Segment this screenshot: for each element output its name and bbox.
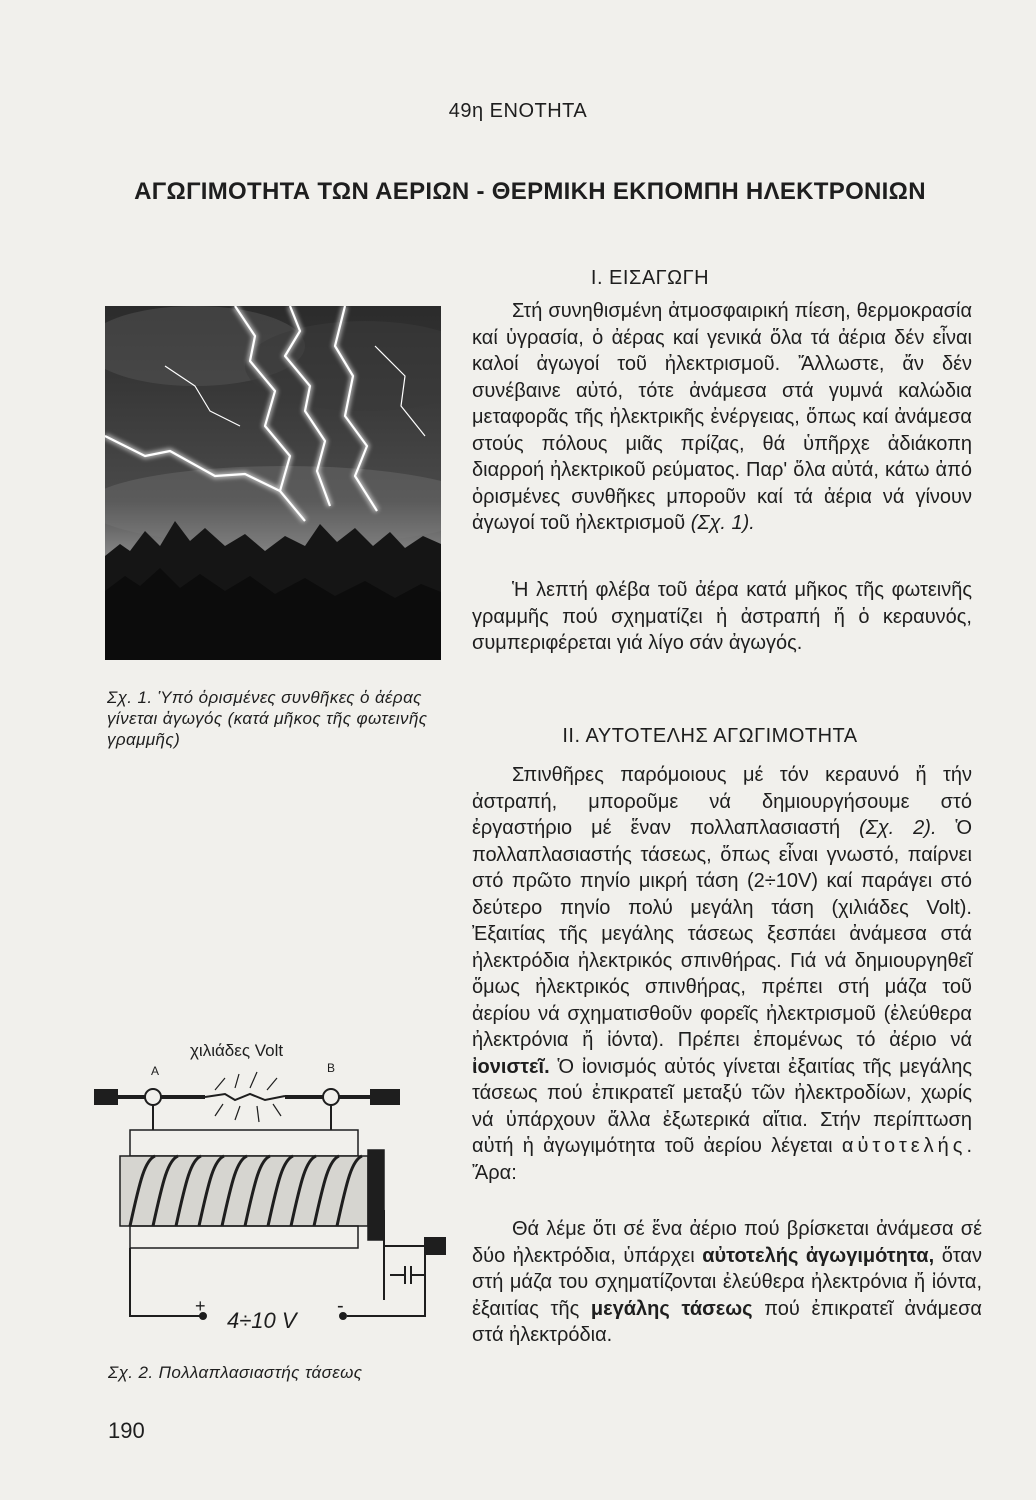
paragraph-text: πού ἐπικρατεῖ ἀνάμεσα στά ἠλεκτρόδια. (472, 1297, 982, 1346)
chapter-title: ΑΓΩΓΙΜΟΤΗΤΑ ΤΩΝ ΑΕΡΙΩΝ - ΘΕΡΜΙΚΗ ΕΚΠΟΜΠΗ ΗΛΕΚΤΡΟΝΙΩΝ (134, 178, 926, 205)
input-voltage-label: 4÷10 V (227, 1308, 297, 1333)
spaced-term: αὐτοτελής (841, 1135, 967, 1157)
paragraph-text: Σπινθῆρες παρόμοιους μέ τόν κεραυνό ἤ τήν ἀστραπή, μποροῦμε νά δημιουργήσουμε στό ἐργαστήριο μέ ἕναν πολλαπλασιαστή (472, 764, 972, 839)
section1-paragraph1 (472, 298, 972, 537)
emphasized-term: μεγάλης τάσεως (590, 1297, 753, 1320)
paragraph-text: ὅταν στή μάζα του σχηματίζονται ἐλεύθερα ἠλεκτρόνια ἤ ἰόντα, ἐξαιτίας τῆς (472, 1244, 982, 1320)
emphasized-term: αὐτοτελής ἀγωγιμότητα, (702, 1244, 935, 1267)
page-number: 190 (108, 1418, 145, 1443)
paragraph-text: Στή συνηθισμένη ἀτμοσφαιρική πίεση, θερμοκρασία καί ὑγρασία, ὁ ἀέρας καί γενικά ὅλα τά ἀέρια δέν εἶναι καλοί ἀγωγοί τοῦ ἠλεκτρισμοῦ. Ἄλλωστε, ἄν δέν συνέβαινε αὐτό, τότε ἀνάμεσα στά γυμνά καλώδια μεταφορᾶς τῆς ἠλεκτρικῆς ἐνέργειας, ὅπως καί ἀνάμεσα στούς πόλους μιᾶς πρίζας, θά ὑπῆρχε ἀδιάκοπη διαρροή ἠλεκτρικοῦ ρεύματος. Παρ' ὅλα αὐτά, κάτω ἀπό ὁρισμένες συνθῆκες μποροῦν καί τά ἀέρια νά γίνουν ἀγωγοί τοῦ ἠλεκτρισμοῦ (472, 300, 972, 534)
electrode-a-label: A (151, 1064, 160, 1078)
figure2-caption: Σχ. 2. Πολλαπλασιαστής τάσεως (108, 1363, 363, 1382)
paragraph-text: . Ἄρα: (472, 1135, 972, 1184)
lightning-photo (105, 306, 441, 660)
electrode-b-label: B (327, 1061, 336, 1075)
plus-terminal-label: + (195, 1296, 206, 1316)
section2-paragraph1 (472, 762, 972, 1186)
minus-terminal-label: - (337, 1295, 344, 1317)
induction-coil (120, 1130, 384, 1248)
section1-heading: Ι. ΕΙΣΑΓΩΓΗ (590, 267, 710, 289)
interrupter (384, 1210, 445, 1300)
voltage-multiplier-diagram (85, 1030, 465, 1350)
thousands-volt-label: χιλιάδες Volt (190, 1041, 284, 1060)
unit-label: 49η ΕΝΟΤΗΤΑ (448, 100, 588, 122)
emphasized-term: ἰονιστεῖ. (472, 1055, 550, 1078)
section2-heading: ΙΙ. ΑΥΤΟΤΕΛΗΣ ΑΓΩΓΙΜΟΤΗΤΑ (562, 725, 858, 747)
spark (205, 1072, 285, 1122)
paragraph-text: Θά λέμε ὅτι σέ ἕνα ἀέριο πού βρίσκεται ἀνάμεσα σέ δύο ἠλεκτρόδια, ὑπάρχει (472, 1218, 982, 1267)
figure1-caption: Σχ. 1. Ὑπό ὁρισμένες συνθῆκες ὁ ἀέρας γίνεται ἀγωγός (κατά μῆκος τῆς φωτεινῆς γραμμῆς) (107, 688, 428, 749)
section2-definition (472, 1216, 982, 1349)
section1-paragraph2: Ἡ λεπτή φλέβα τοῦ ἀέρα κατά μῆκος τῆς φωτεινῆς γραμμῆς πού σχηματίζει ἡ ἀστραπή ἤ ὁ κεραυνός, συμπεριφέρεται γιά λίγο σάν ἀγωγός. (472, 579, 972, 654)
paragraph-text: Ὁ ἰονισμός αὐτός γίνεται ἐξαιτίας τῆς μεγάλης τάσεως πού ἐπικρατεῖ μεταξύ τῶν ἠλεκτροδίων, χωρίς νά ὑπάρχουν ἄλλα ἐξωτερικά αἴτια. Στήν περίπτωση αὐτή ἡ ἀγωγιμότητα τοῦ ἀερίου λέγεται (472, 1055, 973, 1157)
paragraph-text: Ὁ πολλαπλασιαστής τάσεως, ὅπως εἶναι γνωστό, παίρνει στό πρῶτο πηνίο μικρή τάση (2÷10V) καί παράγει στό δεύτερο πηνίο πολύ μεγάλη τάση (χιλιάδες Volt). Ἐξαιτίας τῆς μεγάλης τάσεως ξεσπάει ἀνάμεσα στά ἠλεκτρόδια ἠλεκτρικός σπινθήρας. Γιά νά δημιουργηθεῖ ὅμως ἠλεκτρικός σπινθήρας, πρέπει στή μάζα τοῦ ἀερίου νά σχηματισθοῦν φορεῖς ἠλεκτρισμοῦ (ἐλεύθερα ἠλεκτρόνια ἤ ἰόντα). Πρέπει ἑπομένως τό ἀέριο νά (472, 817, 972, 1051)
figure-reference: (Σχ. 2). (859, 817, 937, 839)
figure-reference: (Σχ. 1). (690, 512, 755, 534)
